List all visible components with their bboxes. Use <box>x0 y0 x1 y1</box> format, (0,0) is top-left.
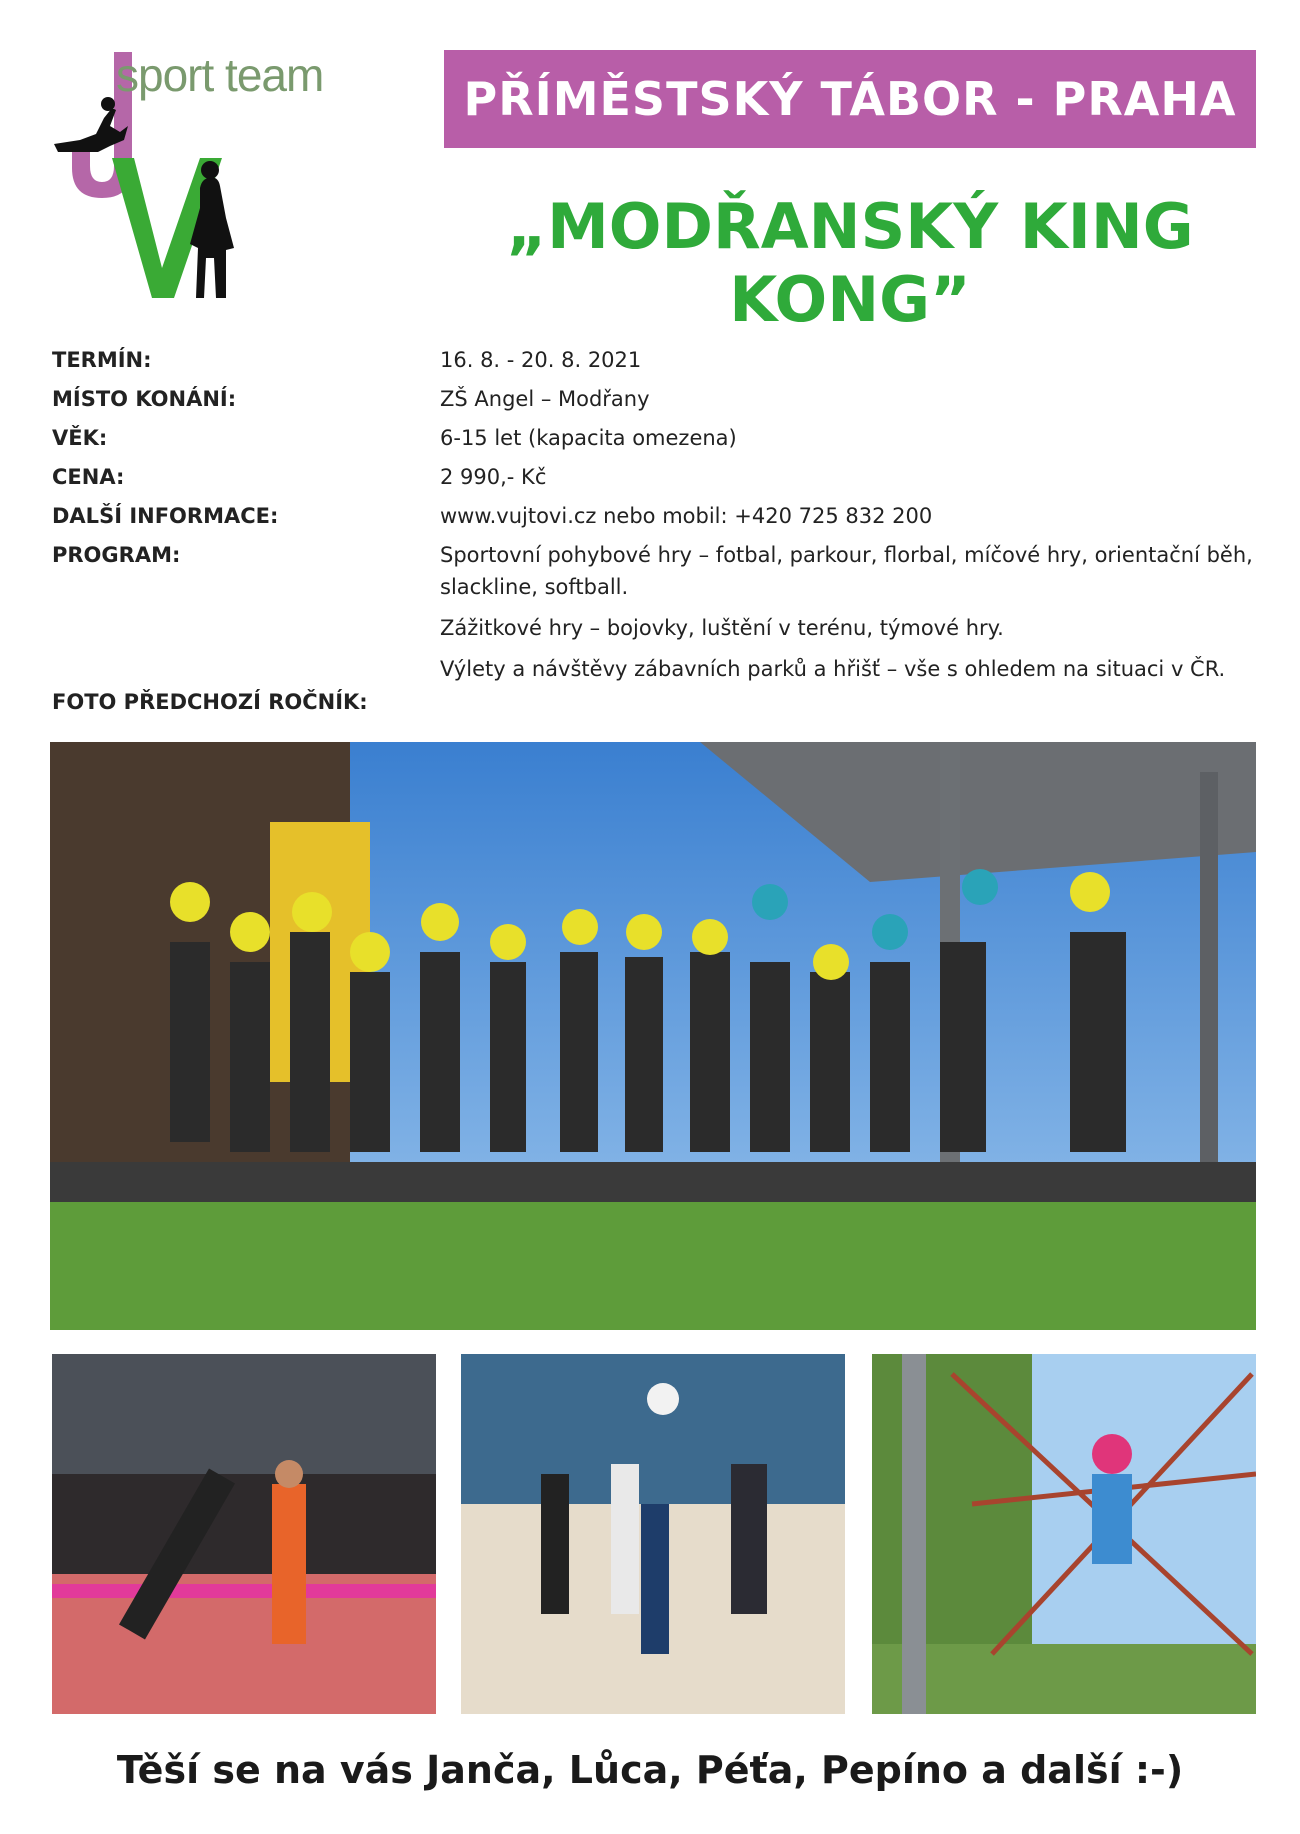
cena-label: CENA: <box>52 465 125 489</box>
page-banner: PŘÍMĚSTSKÝ TÁBOR - PRAHA <box>444 50 1256 148</box>
photo-beach-volleyball <box>461 1354 845 1714</box>
photo-trampoline <box>52 1354 436 1714</box>
info-row-program <box>52 539 1262 694</box>
info-row-cena <box>52 461 1262 493</box>
vek-value: 6-15 let (kapacita omezena) <box>440 426 737 450</box>
photo-beach-volleyball-image <box>461 1354 845 1714</box>
photo-trampoline-image <box>52 1354 436 1714</box>
photo-group-image <box>50 742 1256 1330</box>
info-row-vek <box>52 422 1262 454</box>
program-label: PROGRAM: <box>52 543 181 567</box>
logo-text: sport team <box>116 49 324 101</box>
info-section <box>52 344 1262 701</box>
termin-value: 16. 8. - 20. 8. 2021 <box>440 348 642 372</box>
info-row-misto <box>52 383 1262 415</box>
cena-value: 2 990,- Kč <box>440 465 547 489</box>
misto-value: ZŠ Angel – Modřany <box>440 387 650 411</box>
dalsi-label: DALŠÍ INFORMACE: <box>52 504 279 528</box>
photo-group-climbing <box>50 742 1256 1330</box>
program-line: Výlety a návštěvy zábavních parků a hřišť – vše s ohledem na situaci v ČR. <box>440 657 1226 681</box>
info-row-termin <box>52 344 1262 376</box>
photo-label: FOTO PŘEDCHOZÍ ROČNÍK: <box>52 690 368 714</box>
footer-message: Těší se na vás Janča, Lůca, Péťa, Pepíno a další :-) <box>116 1748 1184 1792</box>
photo-rope-climbing <box>872 1354 1256 1714</box>
info-row-dalsi <box>52 500 1262 532</box>
page-title: „MODŘANSKÝ KING KONG” <box>506 190 1194 336</box>
termin-label: TERMÍN: <box>52 348 152 372</box>
program-line: Zážitkové hry – bojovky, luštění v terénu, týmové hry. <box>440 616 1004 640</box>
vek-label: VĚK: <box>52 426 108 450</box>
program-line: Sportovní pohybové hry – fotbal, parkour, florbal, míčové hry, orientační běh, slackline, softball. <box>440 543 1253 599</box>
program-value <box>440 539 1262 694</box>
misto-label: MÍSTO KONÁNÍ: <box>52 387 237 411</box>
photo-rope-climbing-image <box>872 1354 1256 1714</box>
dalsi-value: www.vujtovi.cz nebo mobil: +420 725 832 200 <box>440 504 933 528</box>
